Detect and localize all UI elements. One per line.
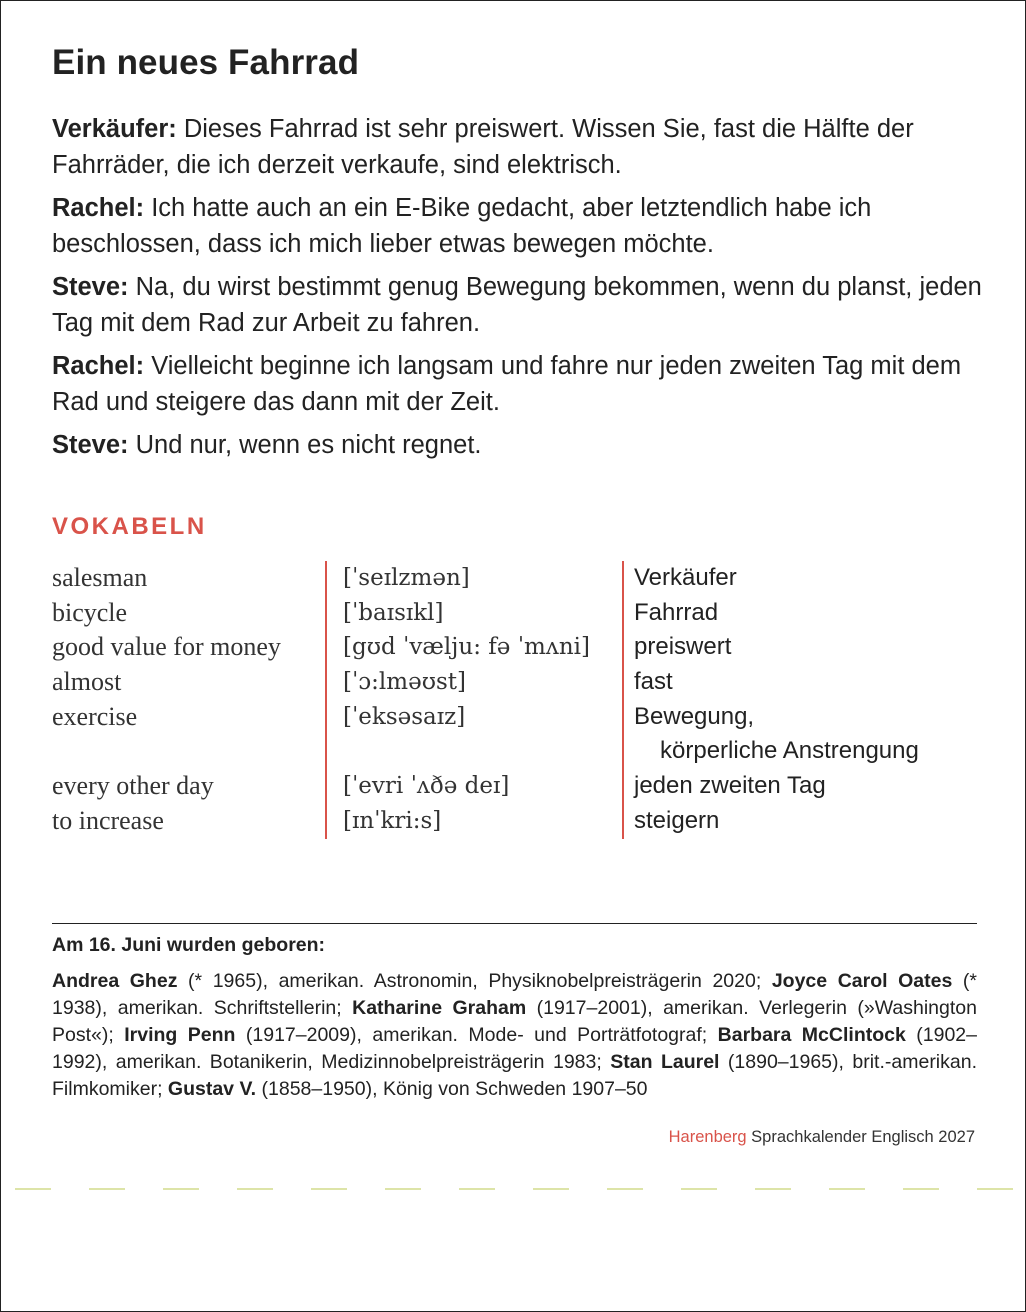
vocab-german: fast (634, 668, 673, 696)
line-text: Und nur, wenn es nicht regnet. (128, 431, 482, 459)
line-text: Dieses Fahrrad ist sehr preiswert. Wissen Sie, fast die Hälfte der Fahrräder, die ich derzeit verkaufe, sind elektrisch. (52, 115, 914, 179)
vocab-english: almost (52, 667, 122, 697)
vocab-ipa-column (325, 561, 633, 839)
vocab-heading: VOKABELN (52, 513, 207, 540)
dialog (52, 111, 982, 470)
person-info: (1858–1950), König von Schweden 1907–50 (256, 1078, 648, 1100)
vocab-ipa: [gʊd ˈvælju: fə ˈmʌni] (343, 634, 590, 661)
person-name: Stan Laurel (610, 1051, 720, 1073)
vocab-ipa: [ˈeksəsaɪz] (343, 703, 466, 730)
person-info: (1890–1965), brit.-amerikan. Filmkomiker; (52, 1051, 977, 1100)
line-text: Na, du wirst bestimmt genug Bewegung bekommen, wenn du planst, jeden Tag mit dem Rad zur Arbeit zu fahren. (52, 273, 982, 337)
line-text: Vielleicht beginne ich langsam und fahre nur jeden zweiten Tag mit dem Rad und steigere das dann mit der Zeit. (52, 352, 962, 416)
person-name: Joyce Carol Oates (771, 970, 953, 992)
dialog-line (52, 190, 982, 262)
vocab-ipa: [ɪnˈkri:s] (343, 807, 442, 834)
vocab-german: Verkäufer (634, 564, 737, 591)
vocab-german-column (622, 561, 1014, 839)
vocab-ipa: [ˈbaɪsɪkl] (343, 599, 444, 626)
vocab-english: to increase (52, 805, 164, 835)
brand-name: Harenberg (668, 1128, 747, 1146)
dialog-line (52, 427, 982, 463)
person-info: (* 1965), amerikan. Astronomin, Physiknobelpreisträgerin 2020; (177, 970, 772, 992)
dialog-line (52, 348, 982, 420)
person-name: Katharine Graham (352, 997, 527, 1019)
vocab-english-column (52, 561, 322, 839)
person-info: (* 1938), amerikan. Schriftstellerin; (52, 970, 978, 1019)
footer-credit (669, 1128, 975, 1147)
person-name: Barbara McClintock (717, 1024, 906, 1046)
birthdays-heading: Am 16. Juni wurden geboren: (52, 934, 326, 956)
birthdays-text (52, 968, 977, 1103)
speaker: Steve: (52, 431, 129, 459)
person-info: (1917–2001), amerikan. Verlegerin (»Washington Post«); (52, 997, 977, 1046)
vocab-german: Bewegung, (634, 702, 755, 730)
speaker: Steve: (52, 273, 129, 301)
footer-title: Sprachkalender Englisch 2027 (746, 1128, 975, 1146)
vocab-ipa: [ˈɔ:lməʊst] (343, 669, 466, 696)
divider (52, 923, 977, 924)
speaker: Rachel: (52, 352, 145, 380)
person-info: (1917–2009), amerikan. Mode- und Porträtfotograf; (235, 1024, 718, 1046)
person-info: (1902–1992), amerikan. Botanikerin, Medizinnobelpreisträgerin 1983; (52, 1024, 977, 1073)
vocab-german: jeden zweiten Tag (634, 772, 826, 800)
vocab-german: Fahrrad (634, 598, 719, 626)
speaker: Verkäufer: (52, 115, 177, 143)
vocab-german: preiswert (634, 633, 732, 661)
vocab-english: good value for money (52, 632, 281, 662)
vocab-german-continued: körperliche Anstrengung (660, 737, 919, 765)
person-name: Irving Penn (124, 1024, 236, 1046)
vocab-spacer (343, 734, 633, 769)
vocab-english: exercise (52, 701, 138, 731)
vocab-german: steigern (634, 806, 720, 834)
page-title: Ein neues Fahrrad (52, 43, 360, 82)
perforation-line (1, 1188, 1025, 1190)
speaker: Rachel: (52, 194, 145, 222)
vocab-spacer (52, 734, 322, 769)
dialog-line (52, 269, 982, 341)
vocab-ipa: [ˈevri ˈʌðə deɪ] (343, 773, 510, 800)
line-text: Ich hatte auch an ein E-Bike gedacht, aber letztendlich habe ich beschlossen, dass ich mich lieber etwas bewegen möchte. (52, 194, 872, 258)
dialog-line (52, 111, 982, 183)
vocab-english: salesman (52, 563, 148, 592)
vocab-english: bicycle (52, 597, 128, 627)
vocab-english: every other day (52, 771, 214, 801)
person-name: Andrea Ghez (52, 970, 178, 992)
vocab-ipa: [ˈseɪlzmən] (343, 565, 470, 591)
person-name: Gustav V. (167, 1078, 257, 1100)
